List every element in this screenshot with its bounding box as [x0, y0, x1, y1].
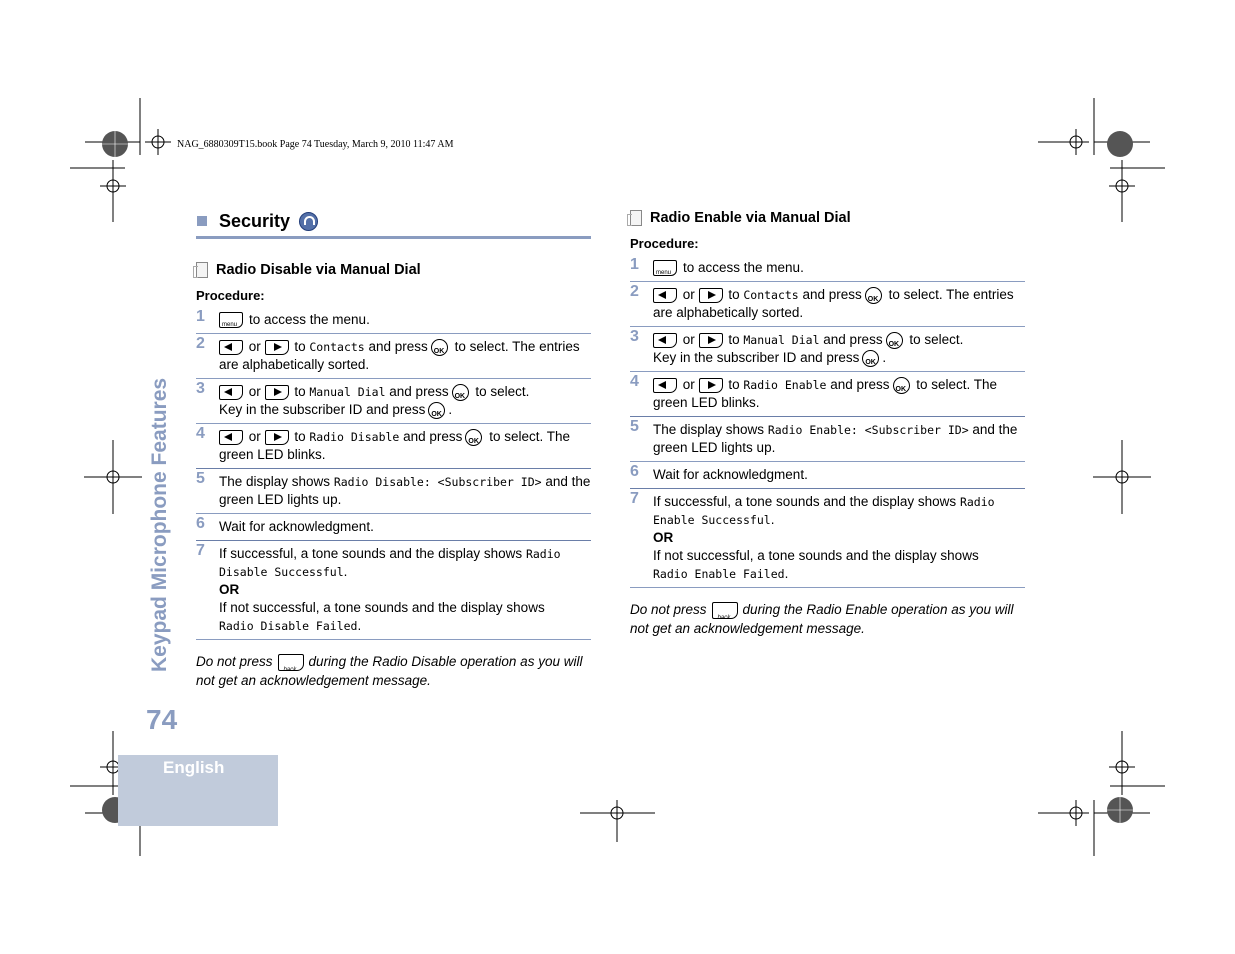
step-5: 5 The display shows Radio Disable: <Subscriber ID> and the green LED lights up.	[196, 469, 591, 514]
step-6: 6 Wait for acknowledgment.	[630, 462, 1025, 489]
step-2: 2 or to Contacts and pressOK to select. The entries are alphabetically sorted.	[630, 282, 1025, 327]
right-arrow-key-icon	[265, 385, 289, 400]
ok-key-icon	[893, 377, 910, 394]
document-icon	[196, 262, 208, 278]
step-7: 7 If successful, a tone sounds and the display shows Radio Disable Successful. OR If not successful, a tone sounds and the display shows Radio Disable Failed.	[196, 541, 591, 640]
left-column	[196, 207, 591, 690]
right-arrow-key-icon	[699, 333, 723, 348]
side-title: Keypad Microphone Features	[148, 377, 171, 672]
left-arrow-key-icon	[653, 333, 677, 348]
menu-key-icon	[653, 260, 677, 276]
right-arrow-key-icon	[265, 430, 289, 445]
radio-feature-icon	[299, 212, 318, 231]
step-6: 6 Wait for acknowledgment.	[196, 514, 591, 541]
right-arrow-key-icon	[265, 340, 289, 355]
procedure-label: Procedure:	[630, 236, 699, 251]
section-square-icon	[197, 216, 207, 226]
left-arrow-key-icon	[653, 378, 677, 393]
left-arrow-key-icon	[653, 288, 677, 303]
left-arrow-key-icon	[219, 430, 243, 445]
right-arrow-key-icon	[699, 288, 723, 303]
subsection-heading: Radio Enable via Manual Dial	[630, 210, 1025, 226]
document-icon	[630, 210, 642, 226]
ok-key-icon	[865, 287, 882, 304]
ok-key-icon	[862, 350, 879, 367]
page-number: 74	[146, 704, 178, 735]
procedure-label: Procedure:	[196, 288, 265, 303]
language-tab: English	[118, 755, 278, 826]
procedure-steps	[630, 255, 1025, 588]
step-4: 4 or to Radio Enable and pressOK to select. The green LED blinks.	[630, 372, 1025, 417]
right-arrow-key-icon	[699, 378, 723, 393]
procedure-steps	[196, 307, 591, 640]
back-key-icon	[712, 602, 738, 619]
step-7: 7 If successful, a tone sounds and the display shows Radio Enable Successful. OR If not successful, a tone sounds and the display shows Radio Enable Failed.	[630, 489, 1025, 588]
step-3: 3 or to Manual Dial and pressOK to select. Key in the subscriber ID and pressOK .	[630, 327, 1025, 372]
section-title: Security	[219, 210, 291, 231]
ok-key-icon	[428, 402, 445, 419]
step-1: 1 menu to access the menu.	[630, 255, 1025, 282]
subsection-heading: Radio Disable via Manual Dial	[196, 262, 591, 278]
book-header: NAG_6880309T15.book Page 74 Tuesday, March 9, 2010 11:47 AM	[177, 139, 454, 150]
right-column	[630, 207, 1025, 638]
ok-key-icon	[886, 332, 903, 349]
ok-key-icon	[431, 339, 448, 356]
step-1: 1 menu to access the menu.	[196, 307, 591, 334]
menu-key-icon	[219, 312, 243, 328]
note: Do not pressback during the Radio Disable operation as you will not get an acknowledgement message.	[196, 652, 591, 690]
left-arrow-key-icon	[219, 340, 243, 355]
section-header	[196, 207, 591, 239]
step-5: 5 The display shows Radio Enable: <Subscriber ID> and the green LED lights up.	[630, 417, 1025, 462]
left-arrow-key-icon	[219, 385, 243, 400]
step-4: 4 or to Radio Disable and pressOK to select. The green LED blinks.	[196, 424, 591, 469]
note: Do not pressback during the Radio Enable operation as you will not get an acknowledgement message.	[630, 600, 1025, 638]
ok-key-icon	[452, 384, 469, 401]
step-3: 3 or to Manual Dial and pressOK to select. Key in the subscriber ID and pressOK .	[196, 379, 591, 424]
ok-key-icon	[465, 429, 482, 446]
back-key-icon	[278, 654, 304, 671]
step-2: 2 or to Contacts and pressOK to select. The entries are alphabetically sorted.	[196, 334, 591, 379]
